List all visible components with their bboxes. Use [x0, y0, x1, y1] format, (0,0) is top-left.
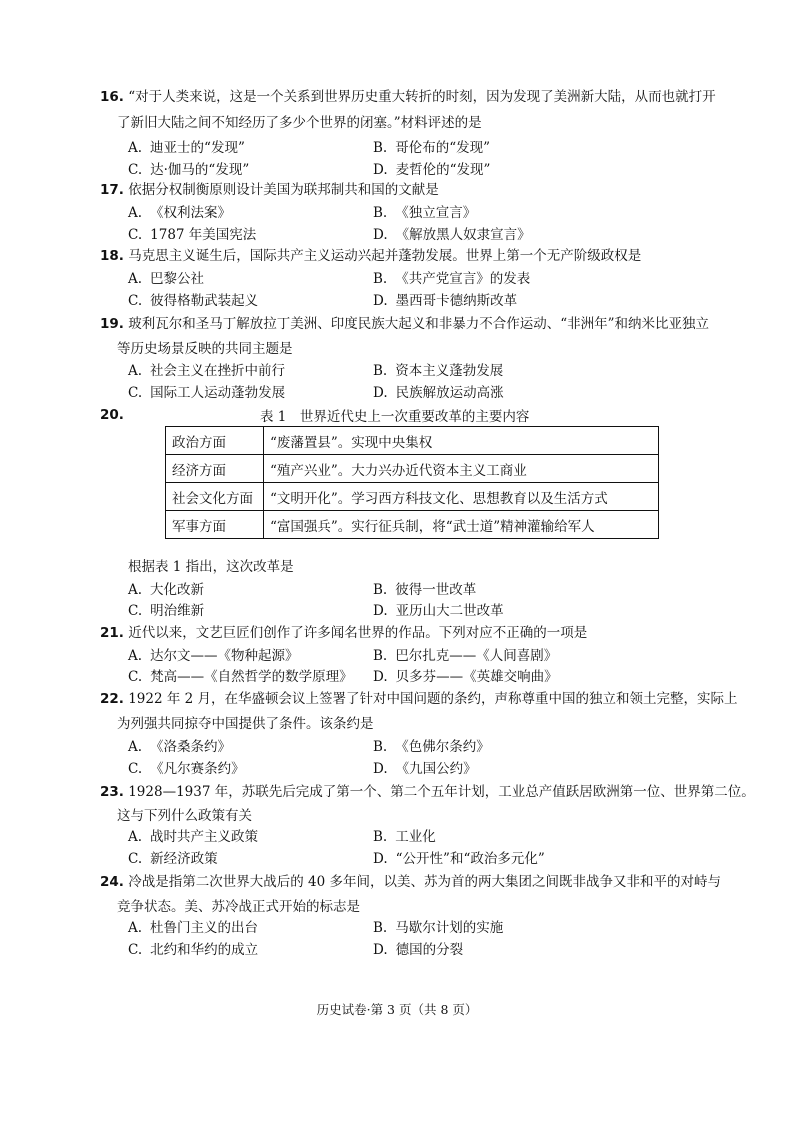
question-23-option-a: A. 战时共产主义政策 [128, 829, 259, 845]
question-16-option-d: D. 麦哲伦的“发现” [373, 162, 491, 178]
table-cell-aspect: 社会文化方面 [166, 483, 264, 511]
question-23-option-d: D. “公开性”和“政治多元化” [373, 851, 545, 867]
question-24-option-a: A. 杜鲁门主义的出台 [128, 920, 259, 936]
table-row [166, 455, 659, 483]
question-22-option-c: C. 《凡尔赛条约》 [128, 761, 245, 777]
question-19-stem-line-2: 等历史场景反映的共同主题是 [117, 341, 293, 357]
question-18-option-a: A. 巴黎公社 [128, 271, 205, 287]
question-21-option-d: D. 贝多芬——《英雄交响曲》 [373, 669, 558, 685]
question-22-stem-line-2: 为列强共同掠夺中国提供了条件。该条约是 [117, 716, 374, 732]
question-18-option-b: B. 《共产党宣言》的发表 [373, 271, 531, 287]
question-23-stem-line-2: 这与下列什么政策有关 [117, 808, 252, 824]
question-21-option-b: B. 巴尔扎克——《人间喜剧》 [373, 648, 558, 664]
question-24-option-c: C. 北约和华约的成立 [128, 942, 259, 958]
question-17-option-d: D. 《解放黑人奴隶宣言》 [373, 227, 531, 243]
table-cell-content: “富国强兵”。实行征兵制，将“武士道”精神灌输给军人 [264, 511, 659, 539]
question-20-option-a: A. 大化改新 [128, 582, 205, 598]
question-17-option-c: C. 1787 年美国宪法 [128, 227, 257, 243]
question-21-option-c: C. 梵高——《自然哲学的数学原理》 [128, 669, 353, 685]
question-22-option-a: A. 《洛桑条约》 [128, 739, 232, 755]
question-17-stem: 17. 依据分权制衡原则设计美国为联邦制共和国的文献是 [100, 182, 439, 198]
question-23-stem-line-1: 23. 1928—1937 年，苏联先后完成了第一个、第二个五年计划，工业总产值跃居欧洲第一位、世界第二位。 [100, 784, 755, 800]
question-20-number: 20. [100, 407, 124, 423]
table-row [166, 511, 659, 539]
question-16-stem-line-2: 了新旧大陆之间不知经历了多少个世界的闭塞。”材料评述的是 [117, 115, 482, 131]
question-18-option-d: D. 墨西哥卡德纳斯改革 [373, 293, 518, 309]
question-16-option-a: A. 迪亚士的“发现” [128, 140, 245, 156]
question-19-stem-line-1: 19. 玻利瓦尔和圣马丁解放拉丁美洲、印度民族大起义和非暴力不合作运动、“非洲年”和纳米比亚独立 [100, 316, 710, 332]
question-16-stem-line-1: 16. “对于人类来说，这是一个关系到世界历史重大转折的时刻，因为发现了美洲新大陆，从而也就打开 [100, 89, 716, 105]
question-18-option-c: C. 彼得格勒武装起义 [128, 293, 259, 309]
question-16-option-c: C. 达·伽马的“发现” [128, 162, 250, 178]
question-17-option-a: A. 《权利法案》 [128, 205, 232, 221]
table-cell-content: “殖产兴业”。大力兴办近代资本主义工商业 [264, 455, 659, 483]
question-20-option-d: D. 亚历山大二世改革 [373, 603, 504, 619]
question-19-option-d: D. 民族解放运动高涨 [373, 385, 504, 401]
question-19-option-c: C. 国际工人运动蓬勃发展 [128, 385, 286, 401]
question-20-option-c: C. 明治维新 [128, 603, 205, 619]
question-22-stem-line-1: 22. 1922 年 2 月，在华盛顿会议上签署了针对中国问题的条约，声称尊重中国的独立和领土完整，实际上 [100, 691, 738, 707]
table-cell-aspect: 政治方面 [166, 427, 264, 455]
question-19-option-b: B. 资本主义蓬勃发展 [373, 363, 504, 379]
table-cell-content: “文明开化”。学习西方科技文化、思想教育以及生活方式 [264, 483, 659, 511]
question-24-option-d: D. 德国的分裂 [373, 942, 464, 958]
question-18-stem: 18. 马克思主义诞生后，国际共产主义运动兴起并蓬勃发展。世界上第一个无产阶级政权是 [100, 248, 642, 264]
question-20-option-b: B. 彼得一世改革 [373, 582, 477, 598]
table-cell-content: “废藩置县”。实现中央集权 [264, 427, 659, 455]
question-16-option-b: B. 哥伦布的“发现” [373, 140, 491, 156]
question-22-option-b: B. 《色佛尔条约》 [373, 739, 490, 755]
table-row [166, 483, 659, 511]
question-23-option-b: B. 工业化 [373, 829, 436, 845]
table-cell-aspect: 军事方面 [166, 511, 264, 539]
question-22-option-d: D. 《九国公约》 [373, 761, 477, 777]
question-24-option-b: B. 马歇尔计划的实施 [373, 920, 504, 936]
question-20-stem: 根据表 1 指出，这次改革是 [128, 559, 294, 575]
table-row [166, 427, 659, 455]
page-footer: 历史试卷·第 3 页（共 8 页） [316, 1002, 478, 1017]
question-17-option-b: B. 《独立宣言》 [373, 205, 477, 221]
reform-table [165, 426, 659, 539]
table-caption: 表 1 世界近代史上一次重要改革的主要内容 [260, 409, 530, 425]
question-24-stem-line-2: 竞争状态。美、苏冷战正式开始的标志是 [117, 899, 360, 915]
table-cell-aspect: 经济方面 [166, 455, 264, 483]
question-21-stem: 21. 近代以来，文艺巨匠们创作了许多闻名世界的作品。下列对应不正确的一项是 [100, 625, 588, 641]
question-21-option-a: A. 达尔文——《物种起源》 [128, 648, 299, 664]
question-23-option-c: C. 新经济政策 [128, 851, 218, 867]
question-19-option-a: A. 社会主义在挫折中前行 [128, 363, 286, 379]
question-24-stem-line-1: 24. 冷战是指第二次世界大战后的 40 多年间，以美、苏为首的两大集团之间既非战争又非和平的对峙与 [100, 874, 721, 890]
